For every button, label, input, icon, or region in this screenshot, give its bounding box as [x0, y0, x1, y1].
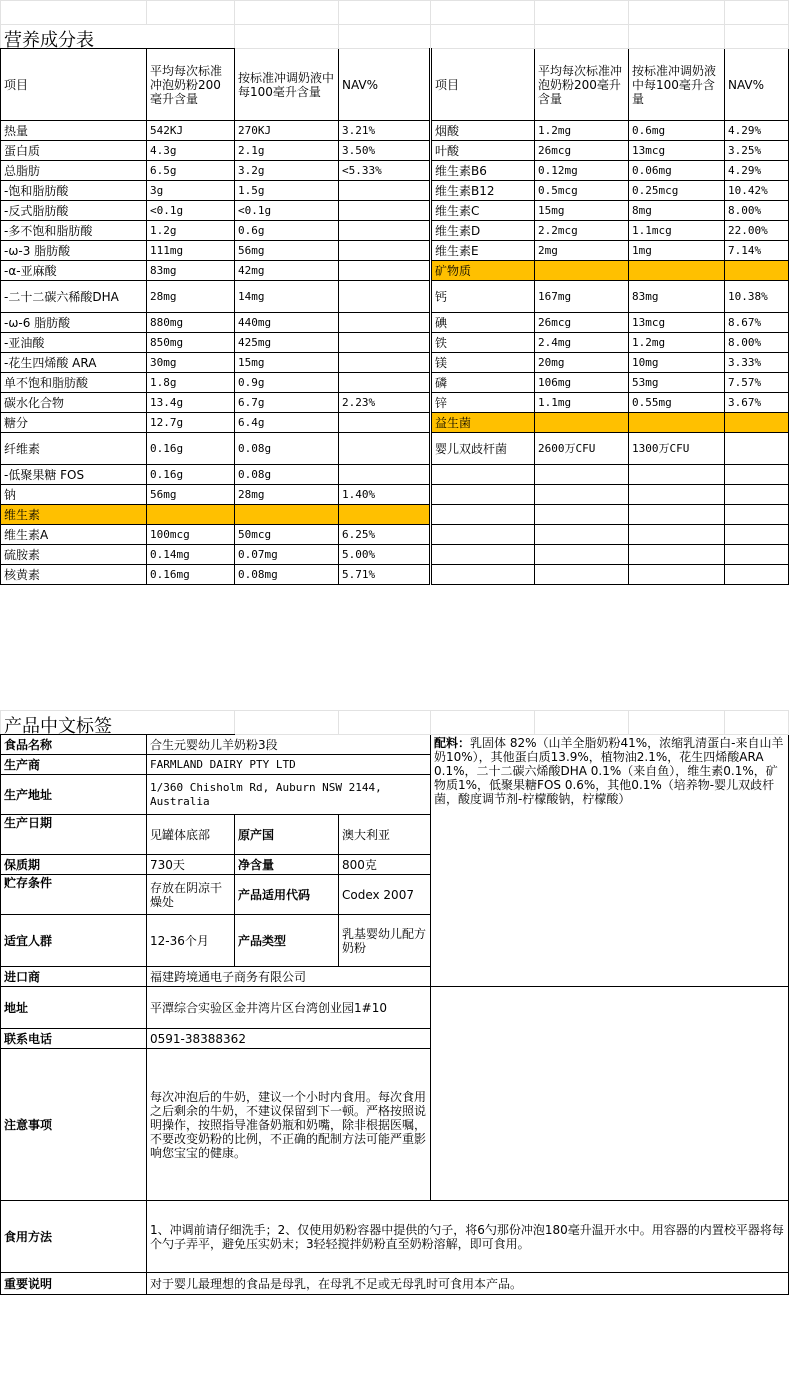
right-empty-b	[629, 485, 725, 505]
right-empty-c	[725, 485, 789, 505]
left-nav-value: 5.71%	[339, 565, 431, 585]
left-per-100ml-value: 425mg	[235, 333, 339, 353]
left-per-100ml-value: 6.7g	[235, 393, 339, 413]
nutrition-row	[1, 525, 789, 545]
top-grid-strip	[0, 0, 789, 25]
header-per-serving: 平均每次标准冲泡奶粉200毫升含量	[147, 49, 235, 121]
right-category-fill	[629, 413, 725, 433]
date-value: 见罐体底部	[147, 815, 235, 855]
right-per-serving-value: 0.12mg	[535, 161, 629, 181]
nutrition-row	[1, 261, 789, 281]
left-per-100ml-value: 0.08mg	[235, 565, 339, 585]
right-empty-a	[535, 465, 629, 485]
left-nav-value	[339, 221, 431, 241]
product-label-table	[0, 710, 789, 1295]
right-nutrient-name: 铁	[431, 333, 535, 353]
left-nav-value	[339, 333, 431, 353]
right-nutrient-name: 碘	[431, 313, 535, 333]
right-per-serving-value: 2.4mg	[535, 333, 629, 353]
left-per-serving-value: 1.2g	[147, 221, 235, 241]
right-category-fill	[725, 413, 789, 433]
left-nav-value: 1.40%	[339, 485, 431, 505]
left-nutrient-name: -ω-6 脂肪酸	[1, 313, 147, 333]
left-per-serving-value: 13.4g	[147, 393, 235, 413]
left-per-serving-value: 850mg	[147, 333, 235, 353]
right-nav-value: 8.00%	[725, 201, 789, 221]
phone-value: 0591-38388362	[147, 1029, 431, 1049]
right-nutrient-name: 镁	[431, 353, 535, 373]
right-nutrient-name: 婴儿双歧杆菌	[431, 433, 535, 465]
right-per-100ml-value: 13mcg	[629, 313, 725, 333]
nutrition-row	[1, 353, 789, 373]
left-category-header: 维生素	[1, 505, 147, 525]
left-per-100ml-value: 1.5g	[235, 181, 339, 201]
right-empty-b	[629, 505, 725, 525]
right-empty-a	[535, 505, 629, 525]
address-key: 生产地址	[1, 775, 147, 815]
left-nutrient-name: 总脂肪	[1, 161, 147, 181]
left-nav-value: 2.23%	[339, 393, 431, 413]
left-nutrient-name: -ω-3 脂肪酸	[1, 241, 147, 261]
right-empty-c	[725, 545, 789, 565]
left-per-100ml-value: 15mg	[235, 353, 339, 373]
blank-cell	[431, 987, 789, 1201]
ingredients-key: 配料：	[434, 736, 471, 750]
origin-value: 澳大利亚	[339, 815, 431, 855]
right-empty-c	[725, 565, 789, 585]
nutrition-row	[1, 433, 789, 465]
left-per-serving-value: 0.14mg	[147, 545, 235, 565]
right-category-fill	[725, 261, 789, 281]
nutrition-title: 营养成分表	[1, 25, 235, 49]
right-per-serving-value: 2600万CFU	[535, 433, 629, 465]
left-nutrient-name: 碳水化合物	[1, 393, 147, 413]
right-category-header: 益生菌	[431, 413, 535, 433]
right-nutrient-name: 维生素E	[431, 241, 535, 261]
left-per-serving-value: 880mg	[147, 313, 235, 333]
right-nav-value: 10.38%	[725, 281, 789, 313]
right-empty-b	[629, 565, 725, 585]
notice-value: 每次冲泡后的牛奶，建议一个小时内食用。每次食用之后剩余的牛奶，不建议保留到下一顿。严格按照说明操作，按照指导准备奶瓶和奶嘴，除非根据医嘱，不要改变奶粉的比例，不正确的配制方法可能严重影响您宝宝的健康。	[147, 1049, 431, 1201]
storage-key: 贮存条件	[1, 875, 147, 915]
address2-key: 地址	[1, 987, 147, 1029]
nutrition-row	[1, 413, 789, 433]
right-nav-value: 10.42%	[725, 181, 789, 201]
right-per-serving-value: 2.2mcg	[535, 221, 629, 241]
right-per-100ml-value: 0.6mg	[629, 121, 725, 141]
header-per-serving-right: 平均每次标准冲泡奶粉200毫升含量	[535, 49, 629, 121]
left-nutrient-name: -二十二碳六稀酸DHA	[1, 281, 147, 313]
left-nav-value	[339, 373, 431, 393]
left-per-100ml-value: 14mg	[235, 281, 339, 313]
left-per-serving-value: 28mg	[147, 281, 235, 313]
right-category-header: 矿物质	[431, 261, 535, 281]
left-per-serving-value: 542KJ	[147, 121, 235, 141]
left-nutrient-name: -花生四烯酸 ARA	[1, 353, 147, 373]
right-nav-value: 7.57%	[725, 373, 789, 393]
right-empty-name	[431, 465, 535, 485]
left-per-serving-value: 30mg	[147, 353, 235, 373]
left-nutrient-name: -亚油酸	[1, 333, 147, 353]
left-nav-value: 3.21%	[339, 121, 431, 141]
left-per-serving-value: 1.8g	[147, 373, 235, 393]
right-per-serving-value: 0.5mcg	[535, 181, 629, 201]
left-nav-value	[339, 281, 431, 313]
left-category-fill	[339, 505, 431, 525]
right-nutrient-name: 维生素B12	[431, 181, 535, 201]
nutrition-row	[1, 281, 789, 313]
header-nav: NAV%	[339, 49, 431, 121]
left-nav-value	[339, 465, 431, 485]
right-per-100ml-value: 0.25mcg	[629, 181, 725, 201]
right-empty-c	[725, 525, 789, 545]
right-per-100ml-value: 1300万CFU	[629, 433, 725, 465]
right-per-100ml-value: 8mg	[629, 201, 725, 221]
product-name-value: 合生元婴幼儿羊奶粉3段	[147, 735, 431, 755]
right-empty-name	[431, 565, 535, 585]
right-empty-b	[629, 525, 725, 545]
left-per-100ml-value: 6.4g	[235, 413, 339, 433]
left-per-serving-value: 6.5g	[147, 161, 235, 181]
type-value: 乳基婴幼儿配方奶粉	[339, 915, 431, 967]
nutrition-row	[1, 141, 789, 161]
left-nutrient-name: -饱和脂肪酸	[1, 181, 147, 201]
right-per-100ml-value: 1.1mcg	[629, 221, 725, 241]
right-per-serving-value: 167mg	[535, 281, 629, 313]
nutrition-row	[1, 221, 789, 241]
left-nav-value: <5.33%	[339, 161, 431, 181]
left-category-fill	[147, 505, 235, 525]
left-nav-value	[339, 201, 431, 221]
right-empty-c	[725, 505, 789, 525]
right-category-fill	[535, 261, 629, 281]
left-per-100ml-value: 28mg	[235, 485, 339, 505]
shelf-key: 保质期	[1, 855, 147, 875]
left-per-serving-value: 0.16mg	[147, 565, 235, 585]
net-key: 净含量	[235, 855, 339, 875]
nutrition-row	[1, 393, 789, 413]
right-empty-a	[535, 525, 629, 545]
left-nutrient-name: 核黄素	[1, 565, 147, 585]
code-value: Codex 2007	[339, 875, 431, 915]
right-nav-value: 3.33%	[725, 353, 789, 373]
right-per-serving-value: 20mg	[535, 353, 629, 373]
right-per-serving-value: 106mg	[535, 373, 629, 393]
right-category-fill	[629, 261, 725, 281]
importer-key: 进口商	[1, 967, 147, 987]
nutrition-row	[1, 465, 789, 485]
producer-key: 生产商	[1, 755, 147, 775]
right-nutrient-name: 维生素B6	[431, 161, 535, 181]
right-nav-value: 7.14%	[725, 241, 789, 261]
usage-key: 食用方法	[1, 1201, 147, 1273]
label-title: 产品中文标签	[1, 711, 235, 735]
left-nav-value	[339, 433, 431, 465]
right-empty-a	[535, 485, 629, 505]
nutrition-row	[1, 373, 789, 393]
right-per-100ml-value: 0.55mg	[629, 393, 725, 413]
right-nav-value	[725, 433, 789, 465]
right-empty-b	[629, 465, 725, 485]
left-nutrient-name: 蛋白质	[1, 141, 147, 161]
right-empty-name	[431, 525, 535, 545]
left-nav-value	[339, 181, 431, 201]
left-per-serving-value: 4.3g	[147, 141, 235, 161]
right-empty-name	[431, 485, 535, 505]
right-per-serving-value: 26mcg	[535, 313, 629, 333]
left-nutrient-name: -反式脂肪酸	[1, 201, 147, 221]
left-per-serving-value: 111mg	[147, 241, 235, 261]
right-nav-value: 3.67%	[725, 393, 789, 413]
left-nutrient-name: -α-亚麻酸	[1, 261, 147, 281]
address-value: 1/360 Chisholm Rd, Auburn NSW 2144, Australia	[147, 775, 431, 815]
right-nutrient-name: 钙	[431, 281, 535, 313]
left-per-100ml-value: 440mg	[235, 313, 339, 333]
right-empty-name	[431, 545, 535, 565]
left-nav-value	[339, 241, 431, 261]
left-per-100ml-value: 3.2g	[235, 161, 339, 181]
right-per-serving-value: 26mcg	[535, 141, 629, 161]
right-nutrient-name: 维生素D	[431, 221, 535, 241]
right-nav-value: 22.00%	[725, 221, 789, 241]
left-per-100ml-value: 270KJ	[235, 121, 339, 141]
right-nutrient-name: 叶酸	[431, 141, 535, 161]
left-per-100ml-value: 0.9g	[235, 373, 339, 393]
left-nav-value	[339, 353, 431, 373]
nutrition-row	[1, 161, 789, 181]
right-empty-name	[431, 505, 535, 525]
net-value: 800克	[339, 855, 431, 875]
right-nav-value: 8.00%	[725, 333, 789, 353]
left-nav-value	[339, 261, 431, 281]
left-per-100ml-value: 0.07mg	[235, 545, 339, 565]
right-per-100ml-value: 10mg	[629, 353, 725, 373]
ingredients-value: 乳固体 82%（山羊全脂奶粉41%，浓缩乳清蛋白-来自山羊奶10%），其他蛋白质13.9%，植物油2.1%，花生四烯酸ARA 0.1%，二十二碳六烯酸DHA 0.1%（来自鱼），维生素0.1%，矿物质1%，低聚果糖FOS 0.6%，其他0.1%（培养物-婴儿双歧杆菌，酸度调节剂-柠檬酸钠，柠檬酸）	[434, 736, 784, 806]
left-per-serving-value: 100mcg	[147, 525, 235, 545]
right-category-fill	[535, 413, 629, 433]
nutrition-row	[1, 201, 789, 221]
right-per-100ml-value: 0.06mg	[629, 161, 725, 181]
left-nav-value: 6.25%	[339, 525, 431, 545]
nutrition-row	[1, 181, 789, 201]
notice-key: 注意事项	[1, 1049, 147, 1201]
left-per-100ml-value: 50mcg	[235, 525, 339, 545]
date-key: 生产日期	[1, 815, 147, 855]
code-key: 产品适用代码	[235, 875, 339, 915]
left-nutrient-name: 钠	[1, 485, 147, 505]
left-per-serving-value: 3g	[147, 181, 235, 201]
nutrition-row	[1, 565, 789, 585]
nutrition-row	[1, 485, 789, 505]
right-per-100ml-value: 83mg	[629, 281, 725, 313]
header-per-100ml-right: 按标准冲调奶液中每100毫升含量	[629, 49, 725, 121]
right-nutrient-name: 烟酸	[431, 121, 535, 141]
usage-value: 1、冲调前请仔细洗手；2、仅使用奶粉容器中提供的勺子，将6勺那份冲泡180毫升温开水中。用容器的内置校平器将每个勺子弄平，避免压实奶末；3轻轻搅拌奶粉直至奶粉溶解，即可食用。	[147, 1201, 789, 1273]
left-per-serving-value: <0.1g	[147, 201, 235, 221]
left-nutrient-name: 糖分	[1, 413, 147, 433]
left-nav-value	[339, 313, 431, 333]
age-value: 12-36个月	[147, 915, 235, 967]
right-nav-value: 3.25%	[725, 141, 789, 161]
left-nav-value	[339, 413, 431, 433]
right-nav-value: 4.29%	[725, 121, 789, 141]
right-per-100ml-value: 1.2mg	[629, 333, 725, 353]
left-per-100ml-value: 0.08g	[235, 465, 339, 485]
right-per-100ml-value: 53mg	[629, 373, 725, 393]
header-per-100ml: 按标准冲调奶液中每100毫升含量	[235, 49, 339, 121]
right-nutrient-name: 磷	[431, 373, 535, 393]
left-nutrient-name: 热量	[1, 121, 147, 141]
left-per-serving-value: 56mg	[147, 485, 235, 505]
ingredients-cell	[431, 735, 789, 987]
left-nutrient-name: 硫胺素	[1, 545, 147, 565]
left-nutrient-name: -低聚果糖 FOS	[1, 465, 147, 485]
type-key: 产品类型	[235, 915, 339, 967]
left-per-100ml-value: 0.6g	[235, 221, 339, 241]
right-nutrient-name: 锌	[431, 393, 535, 413]
left-category-fill	[235, 505, 339, 525]
left-per-serving-value: 12.7g	[147, 413, 235, 433]
right-per-100ml-value: 1mg	[629, 241, 725, 261]
nutrition-row	[1, 121, 789, 141]
left-per-100ml-value: 56mg	[235, 241, 339, 261]
product-name-key: 食品名称	[1, 735, 147, 755]
left-nav-value: 5.00%	[339, 545, 431, 565]
nutrition-row	[1, 545, 789, 565]
header-item: 项目	[1, 49, 147, 121]
left-nutrient-name: 维生素A	[1, 525, 147, 545]
storage-value: 存放在阴凉干燥处	[147, 875, 235, 915]
origin-key: 原产国	[235, 815, 339, 855]
importer-value: 福建跨境通电子商务有限公司	[147, 967, 431, 987]
right-per-serving-value: 1.1mg	[535, 393, 629, 413]
producer-value: FARMLAND DAIRY PTY LTD	[147, 755, 431, 775]
left-nav-value: 3.50%	[339, 141, 431, 161]
right-per-serving-value: 2mg	[535, 241, 629, 261]
right-nutrient-name: 维生素C	[431, 201, 535, 221]
right-empty-a	[535, 545, 629, 565]
right-empty-b	[629, 545, 725, 565]
right-empty-c	[725, 465, 789, 485]
left-per-serving-value: 83mg	[147, 261, 235, 281]
left-nutrient-name: -多不饱和脂肪酸	[1, 221, 147, 241]
right-per-100ml-value: 13mcg	[629, 141, 725, 161]
nutrition-row	[1, 333, 789, 353]
left-per-100ml-value: 0.08g	[235, 433, 339, 465]
important-value: 对于婴儿最理想的食品是母乳，在母乳不足或无母乳时可食用本产品。	[147, 1273, 789, 1295]
left-per-serving-value: 0.16g	[147, 433, 235, 465]
nutrition-row	[1, 505, 789, 525]
right-empty-a	[535, 565, 629, 585]
shelf-value: 730天	[147, 855, 235, 875]
nutrition-table	[0, 24, 789, 585]
left-nutrient-name: 纤维素	[1, 433, 147, 465]
right-per-serving-value: 1.2mg	[535, 121, 629, 141]
address2-value: 平潭综合实验区金井湾片区台湾创业园1#10	[147, 987, 431, 1029]
nutrition-row	[1, 313, 789, 333]
right-nav-value: 4.29%	[725, 161, 789, 181]
nutrition-rows	[1, 121, 789, 585]
left-per-serving-value: 0.16g	[147, 465, 235, 485]
left-per-100ml-value: <0.1g	[235, 201, 339, 221]
header-nav-right: NAV%	[725, 49, 789, 121]
right-nav-value: 8.67%	[725, 313, 789, 333]
left-per-100ml-value: 2.1g	[235, 141, 339, 161]
nutrition-row	[1, 241, 789, 261]
age-key: 适宜人群	[1, 915, 147, 967]
header-item-right: 项目	[431, 49, 535, 121]
right-per-serving-value: 15mg	[535, 201, 629, 221]
important-key: 重要说明	[1, 1273, 147, 1295]
left-nutrient-name: 单不饱和脂肪酸	[1, 373, 147, 393]
left-per-100ml-value: 42mg	[235, 261, 339, 281]
phone-key: 联系电话	[1, 1029, 147, 1049]
